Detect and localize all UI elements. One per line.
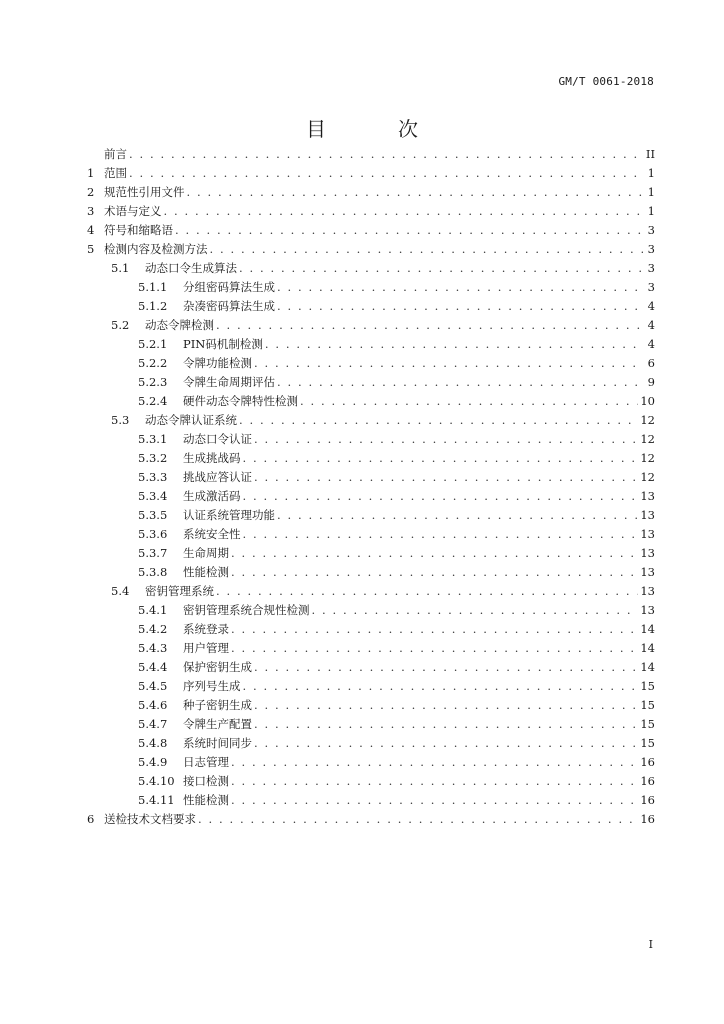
toc-entry-number: 5.4.3	[138, 641, 168, 655]
toc-entry-label: 规范性引用文件	[104, 185, 185, 199]
toc-dot-leader	[254, 354, 643, 373]
toc-entry-number: 5.4.1	[138, 603, 168, 617]
toc-entry-label: PIN码机制检测	[183, 337, 263, 351]
toc-entry-number: 5.4	[111, 584, 130, 598]
toc-entry-page: 1	[647, 185, 655, 199]
toc-entry-label: 分组密码算法生成	[183, 280, 275, 294]
toc-entry[interactable]	[87, 145, 655, 164]
toc-entry-label: 序列号生成	[183, 679, 241, 693]
toc-entry-page: 14	[640, 622, 655, 636]
toc-dot-leader	[254, 734, 638, 753]
toc-entry-number: 5.1.1	[138, 280, 168, 294]
toc-dot-leader	[254, 715, 638, 734]
toc-dot-leader	[277, 506, 638, 525]
toc-dot-leader	[243, 677, 639, 696]
toc-dot-leader	[129, 145, 643, 164]
toc-entry-label: 密钥管理系统合规性检测	[183, 603, 310, 617]
toc-dot-leader	[198, 810, 638, 829]
toc-entry-number: 5.1	[111, 261, 130, 275]
toc-dot-leader	[129, 164, 643, 183]
toc-entry-label: 杂凑密码算法生成	[183, 299, 275, 313]
toc-dot-leader	[231, 544, 638, 563]
toc-entry-page: 3	[647, 242, 655, 256]
toc-entry[interactable]	[87, 411, 655, 430]
toc-entry-page: 13	[640, 603, 655, 617]
toc-entry-page: 13	[640, 527, 655, 541]
toc-entry-number: 5	[87, 242, 95, 256]
toc-entry-label: 动态口令生成算法	[145, 261, 237, 275]
toc-entry[interactable]	[87, 810, 655, 829]
standard-code: GM/T 0061-2018	[558, 75, 654, 88]
toc-dot-leader	[231, 639, 638, 658]
toc-entry-number: 5.3.2	[138, 451, 168, 465]
toc-dot-leader	[239, 411, 638, 430]
toc-entry-page: 6	[647, 356, 655, 370]
toc-entry[interactable]	[87, 601, 655, 620]
toc-entry-number: 2	[87, 185, 95, 199]
toc-entry-number: 5.3.7	[138, 546, 168, 560]
toc-entry-label: 系统登录	[183, 622, 229, 636]
toc-entry-number: 6	[87, 812, 95, 826]
toc-entry[interactable]	[87, 506, 655, 525]
toc-dot-leader	[277, 278, 643, 297]
toc-entry-label: 系统安全性	[183, 527, 241, 541]
toc-dot-leader	[243, 487, 639, 506]
toc-entry-number: 5.4.8	[138, 736, 168, 750]
toc-entry-page: 13	[640, 546, 655, 560]
toc-entry-label: 动态口令认证	[183, 432, 252, 446]
toc-entry-label: 硬件动态令牌特性检测	[183, 394, 298, 408]
toc-entry-page: 4	[647, 337, 655, 351]
toc-entry-page: 12	[640, 451, 655, 465]
toc-entry-page: 4	[647, 318, 655, 332]
toc-entry[interactable]	[87, 430, 655, 449]
toc-dot-leader	[239, 259, 643, 278]
toc-entry-number: 5.3.6	[138, 527, 168, 541]
toc-entry[interactable]	[87, 753, 655, 772]
toc-entry-number: 5.2	[111, 318, 130, 332]
toc-entry-number: 5.3.4	[138, 489, 168, 503]
toc-dot-leader	[265, 335, 643, 354]
toc-entry[interactable]	[87, 525, 655, 544]
toc-entry[interactable]	[87, 297, 655, 316]
toc-entry-label: 生命周期	[183, 546, 229, 560]
toc-entry[interactable]	[87, 696, 655, 715]
toc-entry-page: 14	[640, 641, 655, 655]
toc-entry-label: 令牌生产配置	[183, 717, 252, 731]
toc-entry-page: 3	[647, 223, 655, 237]
toc-entry-number: 5.3.3	[138, 470, 168, 484]
toc-entry-number: 3	[87, 204, 95, 218]
toc-entry-number: 5.2.3	[138, 375, 168, 389]
toc-entry-page: 13	[640, 565, 655, 579]
toc-entry-number: 5.4.5	[138, 679, 168, 693]
toc-entry-label: 令牌功能检测	[183, 356, 252, 370]
toc-entry[interactable]	[87, 658, 655, 677]
toc-entry-label: 范围	[104, 166, 127, 180]
toc-dot-leader	[187, 183, 644, 202]
toc-entry-number: 5.2.4	[138, 394, 168, 408]
toc-entry[interactable]	[87, 791, 655, 810]
toc-entry-number: 5.3.1	[138, 432, 168, 446]
table-of-contents	[87, 145, 655, 829]
toc-entry[interactable]	[87, 582, 655, 601]
toc-entry-label: 术语与定义	[104, 204, 162, 218]
toc-entry-number: 5.2.1	[138, 337, 168, 351]
toc-dot-leader	[231, 620, 638, 639]
toc-dot-leader	[210, 240, 644, 259]
toc-entry-page: 3	[647, 280, 655, 294]
toc-entry-number: 1	[87, 166, 95, 180]
toc-entry-label: 系统时间同步	[183, 736, 252, 750]
toc-entry[interactable]	[87, 487, 655, 506]
toc-entry-number: 5.3.5	[138, 508, 168, 522]
page-number: I	[648, 938, 653, 951]
toc-entry[interactable]	[87, 164, 655, 183]
toc-entry[interactable]	[87, 677, 655, 696]
toc-entry[interactable]	[87, 202, 655, 221]
toc-entry-number: 5.4.9	[138, 755, 168, 769]
toc-title: 目 次	[306, 117, 444, 141]
toc-dot-leader	[175, 221, 643, 240]
toc-entry-number: 5.4.11	[138, 793, 175, 807]
toc-entry-label: 保护密钥生成	[183, 660, 252, 674]
toc-entry-page: 4	[647, 299, 655, 313]
toc-entry[interactable]	[87, 335, 655, 354]
toc-entry-label: 符号和缩略语	[104, 223, 173, 237]
toc-entry-label: 认证系统管理功能	[183, 508, 275, 522]
toc-dot-leader	[164, 202, 644, 221]
toc-entry-label: 性能检测	[183, 793, 229, 807]
toc-entry-label: 生成挑战码	[183, 451, 241, 465]
toc-entry-number: 5.2.2	[138, 356, 168, 370]
toc-entry-label: 种子密钥生成	[183, 698, 252, 712]
toc-entry-page: 16	[640, 755, 655, 769]
toc-entry-number: 5.4.2	[138, 622, 168, 636]
toc-dot-leader	[231, 772, 638, 791]
toc-entry[interactable]	[87, 620, 655, 639]
toc-entry-number	[87, 145, 104, 164]
toc-entry[interactable]	[87, 392, 655, 411]
toc-entry-number: 5.4.6	[138, 698, 168, 712]
toc-entry-label: 密钥管理系统	[145, 584, 214, 598]
toc-entry-page: 15	[640, 698, 655, 712]
toc-entry[interactable]	[87, 183, 655, 202]
toc-entry-page: 1	[647, 204, 655, 218]
toc-dot-leader	[216, 582, 638, 601]
toc-entry-page: 9	[647, 375, 655, 389]
toc-entry-page: 13	[640, 508, 655, 522]
toc-entry-number: 5.3	[111, 413, 130, 427]
toc-entry-page: 3	[647, 261, 655, 275]
toc-entry[interactable]	[87, 468, 655, 487]
toc-entry[interactable]	[87, 373, 655, 392]
toc-entry[interactable]	[87, 563, 655, 582]
toc-entry[interactable]	[87, 734, 655, 753]
toc-entry[interactable]	[87, 639, 655, 658]
toc-entry-number: 4	[87, 223, 95, 237]
toc-dot-leader	[254, 468, 638, 487]
toc-entry-page: 1	[647, 166, 655, 180]
toc-entry[interactable]	[87, 544, 655, 563]
toc-entry[interactable]	[87, 316, 655, 335]
toc-entry-page: 12	[640, 470, 655, 484]
toc-entry-page: 10	[640, 394, 655, 408]
toc-dot-leader	[231, 563, 638, 582]
toc-dot-leader	[243, 525, 639, 544]
toc-entry-number: 5.3.8	[138, 565, 168, 579]
toc-entry-label: 日志管理	[183, 755, 229, 769]
toc-dot-leader	[277, 297, 643, 316]
toc-entry[interactable]	[87, 259, 655, 278]
toc-dot-leader	[300, 392, 638, 411]
toc-dot-leader	[254, 696, 638, 715]
toc-entry-page: 13	[640, 489, 655, 503]
toc-entry-page: 16	[640, 812, 655, 826]
toc-dot-leader	[231, 753, 638, 772]
toc-entry-number: 5.1.2	[138, 299, 168, 313]
toc-entry-page: 12	[640, 413, 655, 427]
toc-entry-label: 前言	[104, 147, 127, 161]
toc-entry[interactable]	[87, 221, 655, 240]
toc-entry[interactable]	[87, 278, 655, 297]
toc-entry[interactable]	[87, 449, 655, 468]
toc-entry-page: 13	[640, 584, 655, 598]
toc-dot-leader	[216, 316, 643, 335]
toc-dot-leader	[312, 601, 639, 620]
toc-entry[interactable]	[87, 772, 655, 791]
toc-entry-label: 接口检测	[183, 774, 229, 788]
toc-entry-label: 送检技术文档要求	[104, 812, 196, 826]
toc-entry[interactable]	[87, 715, 655, 734]
toc-entry-page: 15	[640, 736, 655, 750]
toc-dot-leader	[254, 430, 638, 449]
toc-entry-page: 15	[640, 679, 655, 693]
toc-entry-page: 16	[640, 793, 655, 807]
toc-entry-number: 5.4.4	[138, 660, 168, 674]
toc-entry-label: 动态令牌检测	[145, 318, 214, 332]
toc-entry-label: 性能检测	[183, 565, 229, 579]
toc-entry-number: 5.4.7	[138, 717, 168, 731]
toc-entry[interactable]	[87, 354, 655, 373]
toc-dot-leader	[231, 791, 638, 810]
toc-dot-leader	[243, 449, 639, 468]
toc-entry-number: 5.4.10	[138, 774, 175, 788]
toc-entry-label: 挑战应答认证	[183, 470, 252, 484]
toc-entry-label: 检测内容及检测方法	[104, 242, 208, 256]
toc-entry-label: 用户管理	[183, 641, 229, 655]
toc-entry-page: 14	[640, 660, 655, 674]
toc-entry-label: 令牌生命周期评估	[183, 375, 275, 389]
toc-entry-page: 15	[640, 717, 655, 731]
toc-entry-page: 16	[640, 774, 655, 788]
toc-entry-label: 生成激活码	[183, 489, 241, 503]
toc-dot-leader	[254, 658, 638, 677]
toc-entry-page: 12	[640, 432, 655, 446]
toc-dot-leader	[277, 373, 643, 392]
toc-entry[interactable]	[87, 240, 655, 259]
toc-entry-label: 动态令牌认证系统	[145, 413, 237, 427]
toc-entry-page: II	[645, 147, 655, 161]
